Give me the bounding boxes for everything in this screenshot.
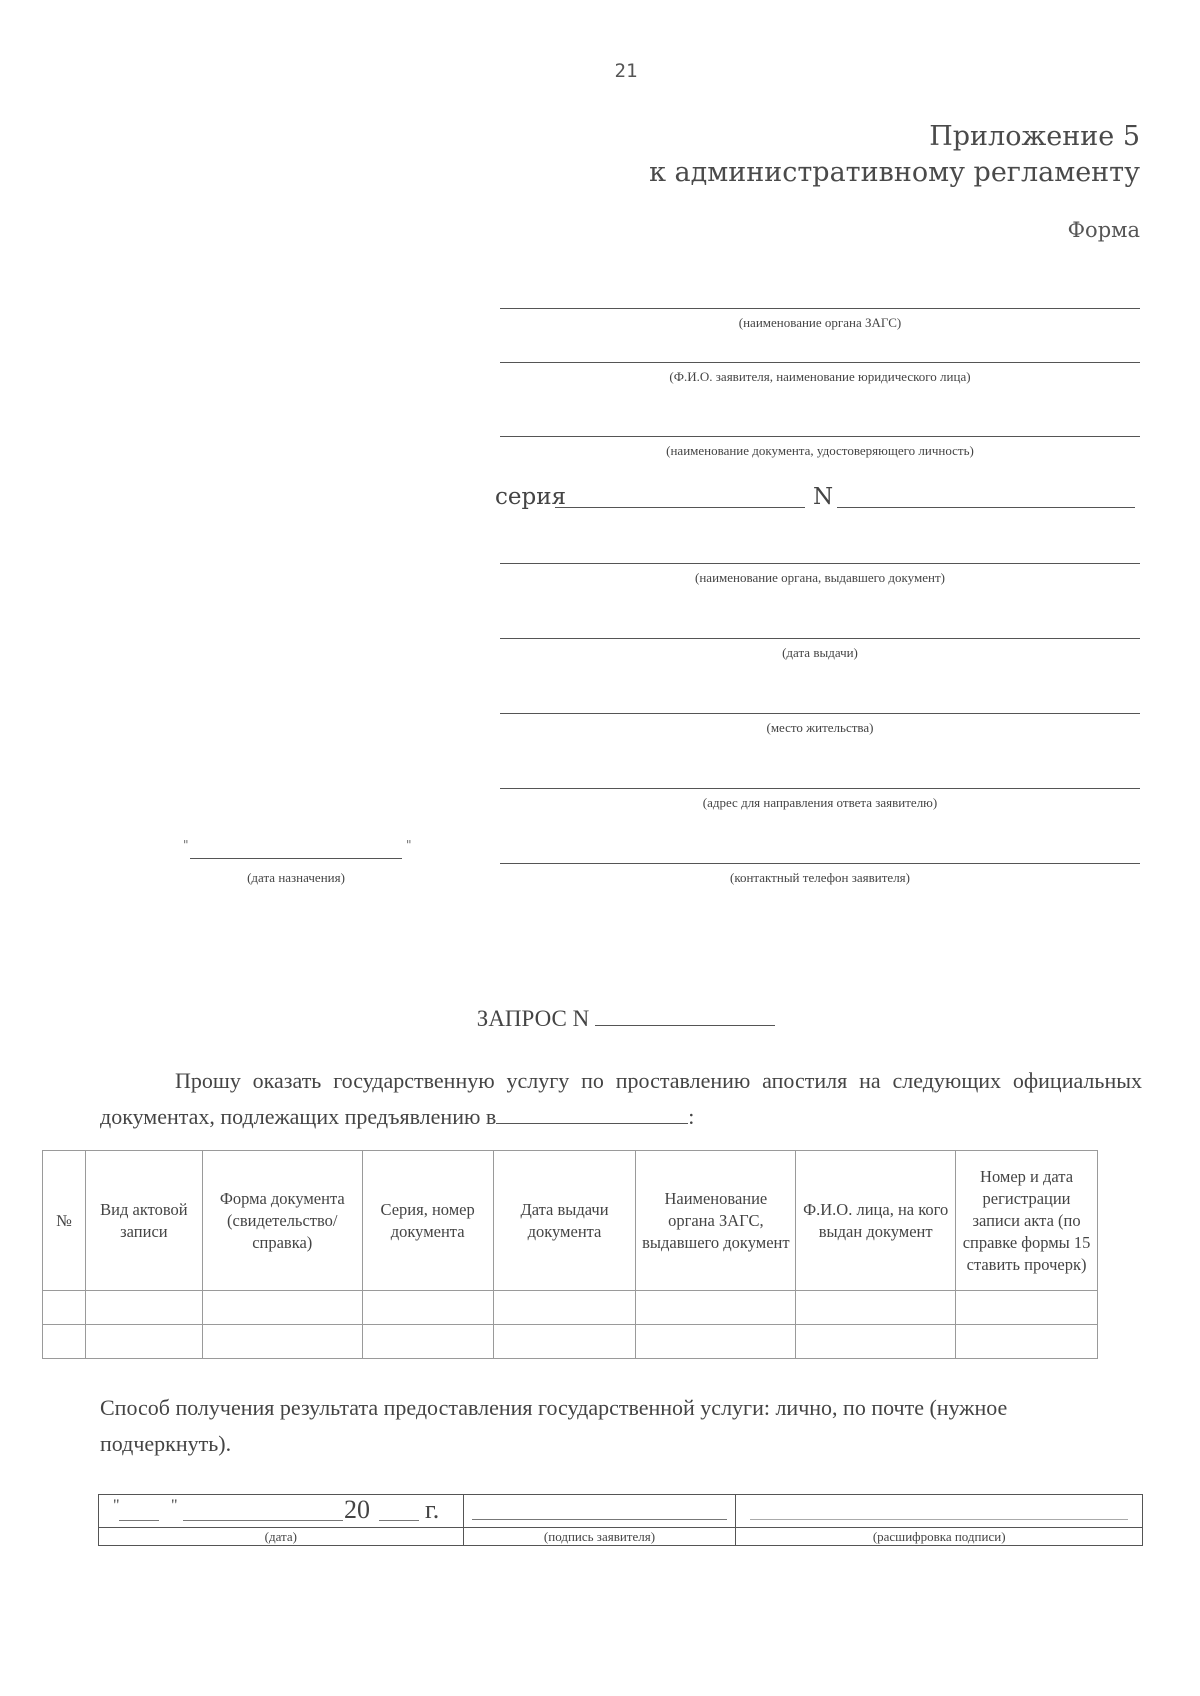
id-document-line[interactable] (500, 436, 1140, 437)
zags-name-line[interactable] (500, 308, 1140, 309)
appendix-subtitle: к административному регламенту (649, 157, 1140, 188)
table-row (43, 1291, 1098, 1325)
number-label: N (813, 484, 834, 510)
signature-table (98, 1494, 1143, 1546)
zags-name-caption: (наименование органа ЗАГС) (738, 315, 902, 330)
date-open-quote: " (113, 1497, 120, 1514)
date-year-prefix: 20 (344, 1495, 370, 1524)
table-cell[interactable] (202, 1325, 362, 1359)
table-cell[interactable] (85, 1291, 202, 1325)
phone-caption: (контактный телефон заявителя) (729, 870, 910, 885)
series-field[interactable] (555, 507, 805, 508)
col-document-form-header: Форма документа (свидетельство/ справка) (202, 1151, 362, 1291)
table-cell[interactable] (43, 1325, 86, 1359)
result-method-text: Способ получения результата предоставления государственной услуги: лично, по почте (нужное подчеркнуть). (100, 1395, 1008, 1456)
table-cell[interactable] (362, 1291, 493, 1325)
request-paragraph-end: : (688, 1104, 695, 1129)
table-row (43, 1325, 1098, 1359)
table-header-row (43, 1151, 1098, 1291)
page-number: 21 (614, 60, 638, 82)
table-cell[interactable] (362, 1325, 493, 1359)
col-number-header: № (43, 1151, 86, 1291)
appointment-date-caption: (дата назначения) (247, 870, 345, 885)
issuer-caption: (наименование органа, выдавшего документ) (695, 570, 945, 585)
issue-date-caption: (дата выдачи) (782, 645, 858, 660)
reply-address-line[interactable] (500, 788, 1140, 789)
phone-line[interactable] (500, 863, 1140, 864)
decipher-line (750, 1519, 1128, 1520)
issue-date-line[interactable] (500, 638, 1140, 639)
table-cell[interactable] (956, 1291, 1098, 1325)
table-cell[interactable] (493, 1291, 636, 1325)
appointment-date-line[interactable] (190, 858, 402, 859)
number-field[interactable] (837, 507, 1135, 508)
request-title (0, 1005, 1200, 1032)
series-label: серия (495, 484, 567, 510)
decipher-caption: (расшифровка подписи) (736, 1528, 1143, 1546)
signature-line (472, 1519, 728, 1520)
date-close-quote: " (171, 1497, 178, 1514)
col-record-type-header: Вид актовой записи (85, 1151, 202, 1291)
request-paragraph-text: Прошу оказать государственную услугу по проставлению апостиля на следующих официальных документах, подлежащих предъявлению в (100, 1068, 1142, 1129)
signature-decipher-cell[interactable] (736, 1495, 1143, 1528)
applicant-name-line[interactable] (500, 362, 1140, 363)
reply-address-caption: (адрес для направления ответа заявителю) (702, 795, 938, 810)
applicant-signature-cell[interactable] (463, 1495, 736, 1528)
residence-line[interactable] (500, 713, 1140, 714)
documents-table (42, 1150, 1098, 1359)
table-cell[interactable] (636, 1291, 796, 1325)
table-cell[interactable] (85, 1325, 202, 1359)
table-cell[interactable] (493, 1325, 636, 1359)
applicant-name-caption: (Ф.И.О. заявителя, наименование юридического лица) (669, 369, 971, 384)
date-year-suffix: г. (425, 1495, 440, 1524)
col-registration-header: Номер и дата регистрации записи акта (по справке формы 15 ставить прочерк) (956, 1151, 1098, 1291)
issuer-line[interactable] (500, 563, 1140, 564)
col-series-number-header: Серия, номер документа (362, 1151, 493, 1291)
form-label: Форма (1067, 218, 1140, 242)
signature-date-cell[interactable] (99, 1495, 464, 1528)
col-person-header: Ф.И.О. лица, на кого выдан документ (796, 1151, 956, 1291)
destination-field[interactable] (496, 1105, 688, 1124)
table-cell[interactable] (956, 1325, 1098, 1359)
appendix-title: Приложение 5 (929, 121, 1140, 152)
request-paragraph (100, 1063, 1142, 1135)
table-cell[interactable] (43, 1291, 86, 1325)
appointment-close-quote: " (406, 838, 412, 852)
table-cell[interactable] (796, 1325, 956, 1359)
id-document-caption: (наименование документа, удостоверяющего личность) (666, 443, 974, 458)
date-year-line (379, 1520, 419, 1521)
signature-caption: (подпись заявителя) (463, 1528, 736, 1546)
series-number-row (495, 482, 1135, 512)
date-day-line (119, 1520, 159, 1521)
col-issuer-header: Наименование органа ЗАГС, выдавшего документ (636, 1151, 796, 1291)
col-issue-date-header: Дата выдачи документа (493, 1151, 636, 1291)
residence-caption: (место жительства) (766, 720, 874, 735)
appointment-open-quote: " (183, 838, 189, 852)
date-caption: (дата) (99, 1528, 464, 1546)
date-month-line (183, 1520, 343, 1521)
table-cell[interactable] (796, 1291, 956, 1325)
request-number-field[interactable] (595, 1005, 775, 1026)
table-cell[interactable] (636, 1325, 796, 1359)
table-cell[interactable] (202, 1291, 362, 1325)
request-title-text: ЗАПРОС N (476, 1006, 590, 1031)
